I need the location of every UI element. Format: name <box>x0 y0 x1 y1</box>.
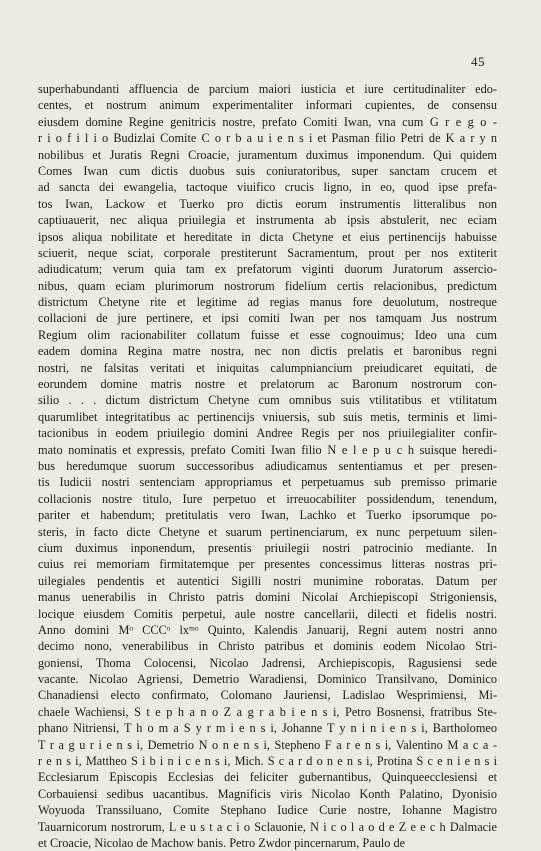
body-text <box>38 81 497 851</box>
text-line: sciuerit, neque sciat, corporale prestiterunt Sacramentum, prout per nos extiterit <box>38 245 497 260</box>
text-line: manus uenerabilis in Christo patris domini Nicolai Archiepiscopi Strigoniensis, <box>38 590 497 605</box>
text-line: uilegiales pendentis et autentici Sigilli nostri munimine roboratas. Datum per <box>38 573 497 588</box>
text-line: Chanadiensi electo confirmato, Colomano Jauriensi, Ladislao Wesprimiensi, Mi- <box>38 688 497 703</box>
text-line: Woyuoda Transsiluano, Comite Stephano Iudice Curie nostre, Iohanne Magistro <box>38 803 497 818</box>
text-line: superhabundanti affluencia de parcium maiori iusticia et iure certitudinaliter edo- <box>38 82 497 96</box>
text-line: cuius rei memoriam firmitatemque per presentes concessimus litteras nostras pri- <box>38 557 497 572</box>
text-line: Corbauiensi sedibus uacantibus. Magnificis viris Nicolao Konth Palatino, Dyonisio <box>38 786 497 801</box>
page-number: 45 <box>471 54 485 69</box>
text-line: tis Iudicii nostri sentenciam appropriamus et perpetuamus sub premisso primarie <box>38 475 497 490</box>
text-line: collacioni de jure pertinere, et ipsi comiti Iwan per nos tamquam Jus nostrum <box>38 311 497 326</box>
text-line: locique eiusdem Comitis perpetui, aule nostre cancellarii, dilecti et fidelis nostri. <box>38 606 497 621</box>
text-line: quarumlibet integritatibus ac pertinencijs vniuersis, sub suis metis, terminis et limi- <box>38 409 497 424</box>
text-line: r i o f i l i o Budizlai Comite C o r b a u i e n s i et Pasman filio Petri de K a r y n <box>38 131 497 146</box>
text-line: Regium olim racionabiliter collatum fuisse et esse cognouimus; Ideo una cum <box>38 327 497 342</box>
text-line: goniensi, Thoma Colocensi, Nicolao Jadrensi, Archiepiscopis, Ragusiensi sede <box>38 655 497 670</box>
text-line: bus heredumque suorum successoribus adiudicamus sententiamus et per presen- <box>38 458 497 473</box>
text-line: tacionibus in eodem priuilegio domini Andree Regis per nos priuilegialiter confir- <box>38 426 497 441</box>
text-line: steris, in facto dicte Chetyne et suarum pertinenciarum, ex nunc perpetuum silen- <box>38 524 497 539</box>
text-line: ipsos aliqua nobilitate et hereditate in dicta Chetyne et eius pertinencijs habuisse <box>38 229 497 244</box>
text-line: T r a g u r i e n s i, Demetrio N o n e n s i, Stepheno F a r e n s i, Valentino M a c a - <box>38 737 497 752</box>
text-line: Anno domini Mᵒ CCCᵒ lxᵐᵒ Quinto, Kalendis Januarij, Regni autem nostri anno <box>38 622 497 637</box>
text-line: r e n s i, Mattheo S i b i n i c e n s i, Mich. S c a r d o n e n s i, Protina S c e n i e n s i <box>38 754 497 769</box>
text-line: eiusdem domine Regine genitricis nostre, prefato Comiti Iwan, vna cum G r e g o - <box>38 114 497 129</box>
text-line: decimo nono, venerabilibus in Christo patribus et dominis eodem Nicolao Stri- <box>38 639 497 654</box>
text-line: pariter et habendum; pretitulatis vero Iwan, Lachko et Tuerko ipsorumque po- <box>38 508 497 523</box>
text-line: captiuauerit, nec aliqua priuilegia et instrumenta ab ipsis abstulerit, nec eciam <box>38 213 497 228</box>
text-line: mato nominatis et expressis, prefato Comiti Iwan filio N e l e p u c h suisque heredi- <box>38 442 497 457</box>
text-line: collacionis nostre titulo, Iure perpetuo et irreuocabiliter possidendum, tenendum, <box>38 491 497 506</box>
text-line: vacante. Nicolao Agriensi, Demetrio Waradiensi, Dominico Transilvano, Dominico <box>38 672 497 687</box>
text-line: nostri, ne falsitas veritati et iniquitas calumpniancium preiudicaret equitati, de <box>38 360 497 375</box>
text-line: ad sancta dei ewangelia, tactoque viuifico crucis ligno, in eo, quod ipse prefa- <box>38 180 497 195</box>
text-line: nobilibus et Juratis Regni Croacie, juramentum duximus imponendum. Qui quidem <box>38 147 497 162</box>
text-line: phano Nitriensi, T h o m a S y r m i e n s i, Johanne T y n i n i e n s i, Bartholomeo <box>38 721 497 736</box>
text-line: silio . . . dictum districtum Chetyne cum omnibus suis vtilitatibus et vtilitatum <box>38 393 497 408</box>
text-line: centes, et nostrum animum experimentaliter informari cupientes, de consensu <box>38 98 497 113</box>
text-line: et Croacie, Nicolao de Machow banis. Petro Zwdor pincernarum, Paulo de <box>38 835 406 850</box>
text-line: nibus, quam eciam plurimorum nostrorum fidelium certis relacionibus, predictum <box>38 278 497 293</box>
text-line: Ecclesiarum Episcopis Ecclesias dei feliciter gubernantibus, Quinqueecclesiensi et <box>38 770 497 785</box>
text-line: Comes Iwan cum dictis duobus suis coniuratoribus, super sanctam crucem et <box>38 163 497 178</box>
text-line: tos Iwan, Lackow et Tuerko pro dictis eorum instrumentis litteralibus non <box>38 196 497 211</box>
text-line: eorundem domine matris nostre et prelatorum ac Baronum nostrorum con- <box>38 377 497 392</box>
text-line: eadem domina Regina matre nostra, nec non dictis prelatis et baronibus regni <box>38 344 497 359</box>
text-line: Tauarnicorum nostrorum, L e u s t a c i o Sclauonie, N i c o l a o d e Z e e c h Dalmacie <box>38 819 497 834</box>
text-line: cium duximus inponendum, presentis priuilegii nostri patrocinio mediante. In <box>38 540 497 555</box>
text-line: chaele Wachiensi, S t e p h a n o Z a g r a b i e n s i, Petro Bosnensi, fratribus Ste- <box>38 704 497 719</box>
text-line: districtum Chetyne rite et legitime ad regias manus fore deuolutum, nostreque <box>38 295 497 310</box>
text-line: adiudicatum; verum quia tam ex prefatorum viginti duorum Juratorum assercio- <box>38 262 497 277</box>
